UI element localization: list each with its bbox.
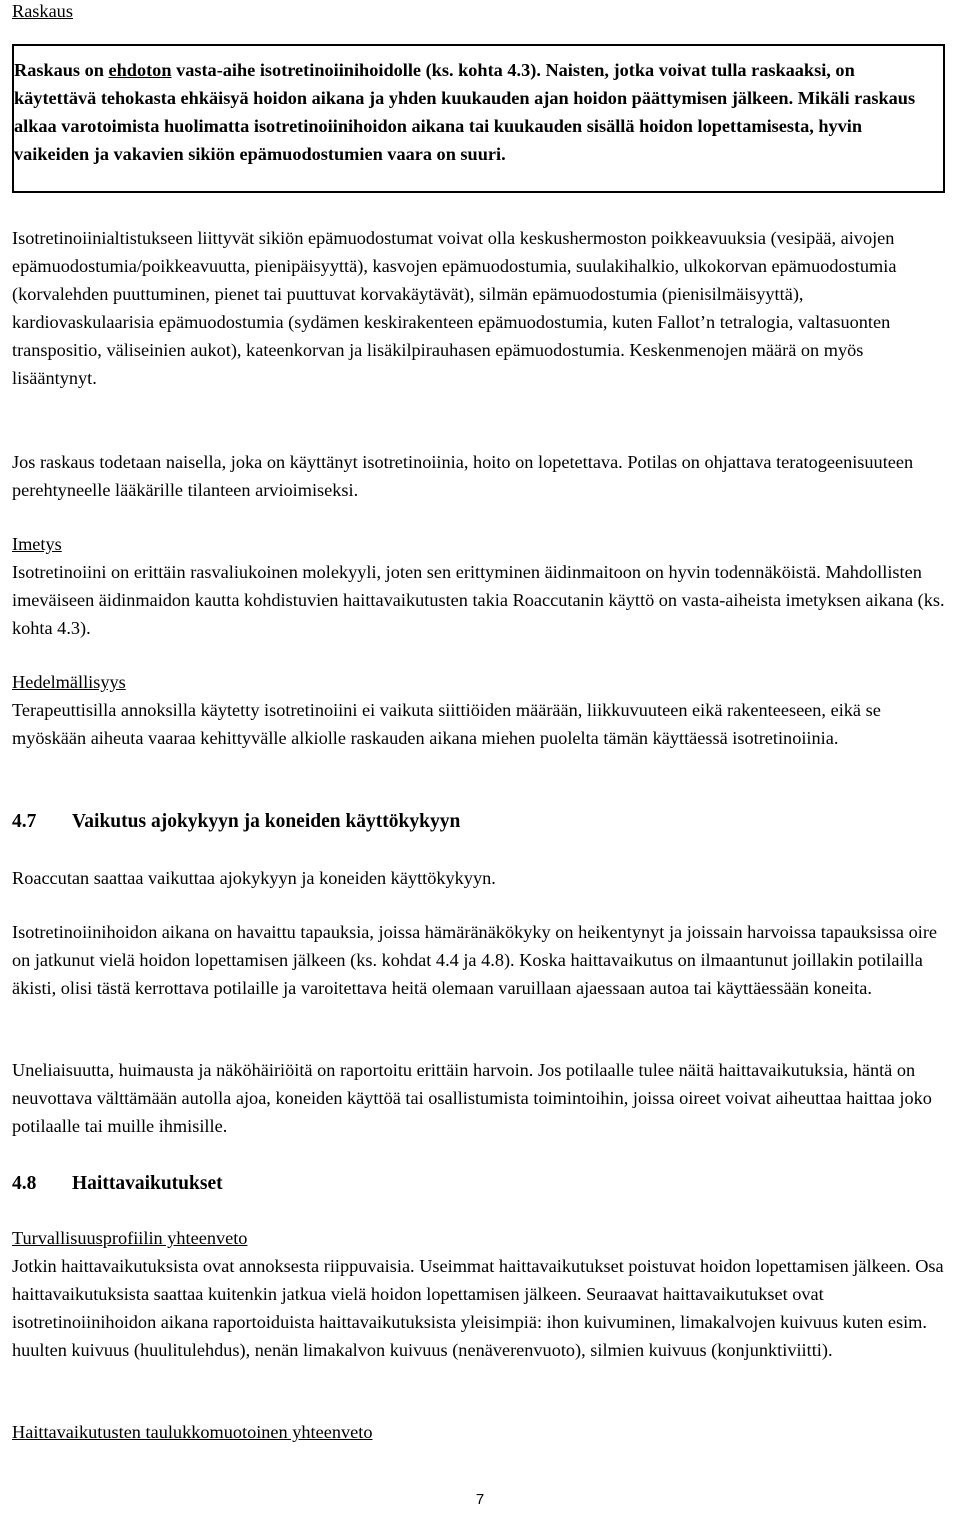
section-4-7-heading [12, 808, 948, 836]
turvallisuusprofiili-heading: Turvallisuusprofiilin yhteenveto [12, 1228, 248, 1248]
hedelmallisyys-paragraph: Terapeuttisilla annoksilla käytetty isotretinoiini ei vaikuta siittiöiden määrään, liikkuvuuteen eikä rakenteeseen, eikä se myöskään aiheuta vaaraa kehittyvälle alkiolle raskauden aikana miehen puolelta tämän käyttäessä isotretinoiinia. [12, 700, 881, 748]
section-4-7-title: Vaikutus ajokykyyn ja koneiden käyttökykyyn [72, 811, 461, 832]
box-text-underlined: ehdoton [108, 60, 172, 80]
box-text-rest: vasta-aihe isotretinoiinihoidolle (ks. kohta 4.3). Naisten, jotka voivat tulla raskaaksi, on käytettävä tehokasta ehkäisyä hoidon aikana ja yhden kuukauden ajan hoidon päättymisen jälkeen. Mikäli raskaus alkaa varotoimista huolimatta isotretinoiinihoidon aikana tai kuukauden sisällä hoidon lopettamisesta, hyvin vaikeiden ja vakavien sikiön epämuodostumien vaara on suuri. [14, 60, 916, 164]
raskaus-heading: Raskaus [12, 1, 73, 21]
section-4-8-heading [12, 1170, 948, 1198]
section-4-8-title: Haittavaikutukset [72, 1173, 223, 1194]
page-number: 7 [475, 1491, 485, 1508]
raskaus-paragraph-1: Isotretinoiinialtistukseen liittyvät sikiön epämuodostumat voivat olla keskushermoston poikkeavuuksia (vesipää, aivojen epämuodostumia/poikkeavuutta, pienipäisyyttä), kasvojen epämuodostumia, suulakihalkio, ulkokorvan epämuodostumia (korvalehden puuttuminen, pienet tai puuttuvat korvakäytävät), silmän epämuodostumia (pienisilmäisyyttä), kardiovaskulaarisia epämuodostumia (sydämen keskirakenteen epämuodostumia, kuten Fallot’n tetralogia, valtasuonten transpositio, väliseinien aukot), kateenkorvan ja lisäkilpirauhasen epämuodostumia. Keskenmenojen määrä on myös lisääntynyt. [12, 228, 897, 388]
pregnancy-warning-text [14, 56, 939, 168]
section-4-7-number: 4.7 [12, 811, 37, 832]
turvallisuusprofiili-paragraph: Jotkin haittavaikutuksista ovat annoksesta riippuvaisia. Useimmat haittavaikutukset poistuvat hoidon lopettamisen jälkeen. Osa haittavaikutuksista saattaa kuitenkin jatkua vielä hoidon lopettamisen jälkeen. Seuraavat haittavaikutukset ovat isotretinoiinihoidon aikana raportoiduista haittavaikutuksista yleisimpiä: ihon kuivuminen, limakalvojen kuivuus kuten esim. huulten kuivuus (huulitulehdus), nenän limakalvon kuivuus (nenäverenvuoto), silmien kuivuus (konjunktiviitti). [12, 1256, 944, 1360]
raskaus-paragraph-2: Jos raskaus todetaan naisella, joka on käyttänyt isotretinoiinia, hoito on lopetettava. Potilas on ohjattava teratogeenisuuteen perehtyneelle lääkärille tilanteen arvioimiseksi. [12, 452, 914, 500]
box-text-start: Raskaus on [14, 60, 109, 80]
imetys-heading: Imetys [12, 534, 62, 554]
section-4-7-paragraph-2: Isotretinoiinihoidon aikana on havaittu tapauksia, joissa hämäränäkökyky on heikentynyt ja joissain harvoissa tapauksissa oire on jatkunut vielä hoidon lopettamisen jälkeen (ks. kohdat 4.4 ja 4.8). Koska haittavaikutus on ilmaantunut joillakin potilailla äkisti, olisi tästä kerrottava potilaille ja varoitettava heitä olemaan varuillaan ajaessaan autoa tai käyttäessään koneita. [12, 922, 938, 998]
imetys-paragraph: Isotretinoiini on erittäin rasvaliukoinen molekyyli, joten sen erittyminen äidinmaitoon on hyvin todennäköistä. Mahdollisten imeväiseen äidinmaidon kautta kohdistuvien haittavaikutusten takia Roaccutanin käyttö on vasta-aiheista imetyksen aikana (ks. kohta 4.3). [12, 562, 945, 638]
taulukko-heading: Haittavaikutusten taulukkomuotoinen yhteenveto [12, 1422, 373, 1442]
section-4-7-paragraph-1: Roaccutan saattaa vaikuttaa ajokykyyn ja koneiden käyttökykyyn. [12, 868, 496, 888]
hedelmallisyys-heading: Hedelmällisyys [12, 672, 126, 692]
section-4-7-paragraph-3: Uneliaisuutta, huimausta ja näköhäiriöitä on raportoitu erittäin harvoin. Jos potilaalle tulee näitä haittavaikutuksia, häntä on neuvottava välttämään autolla ajoa, koneiden käyttöä tai osallistumista toimintoihin, joissa oireet voivat aiheuttaa haittaa joko potilaalle tai muille ihmisille. [12, 1060, 932, 1136]
section-4-8-number: 4.8 [12, 1173, 37, 1194]
pregnancy-warning-box [12, 44, 945, 193]
